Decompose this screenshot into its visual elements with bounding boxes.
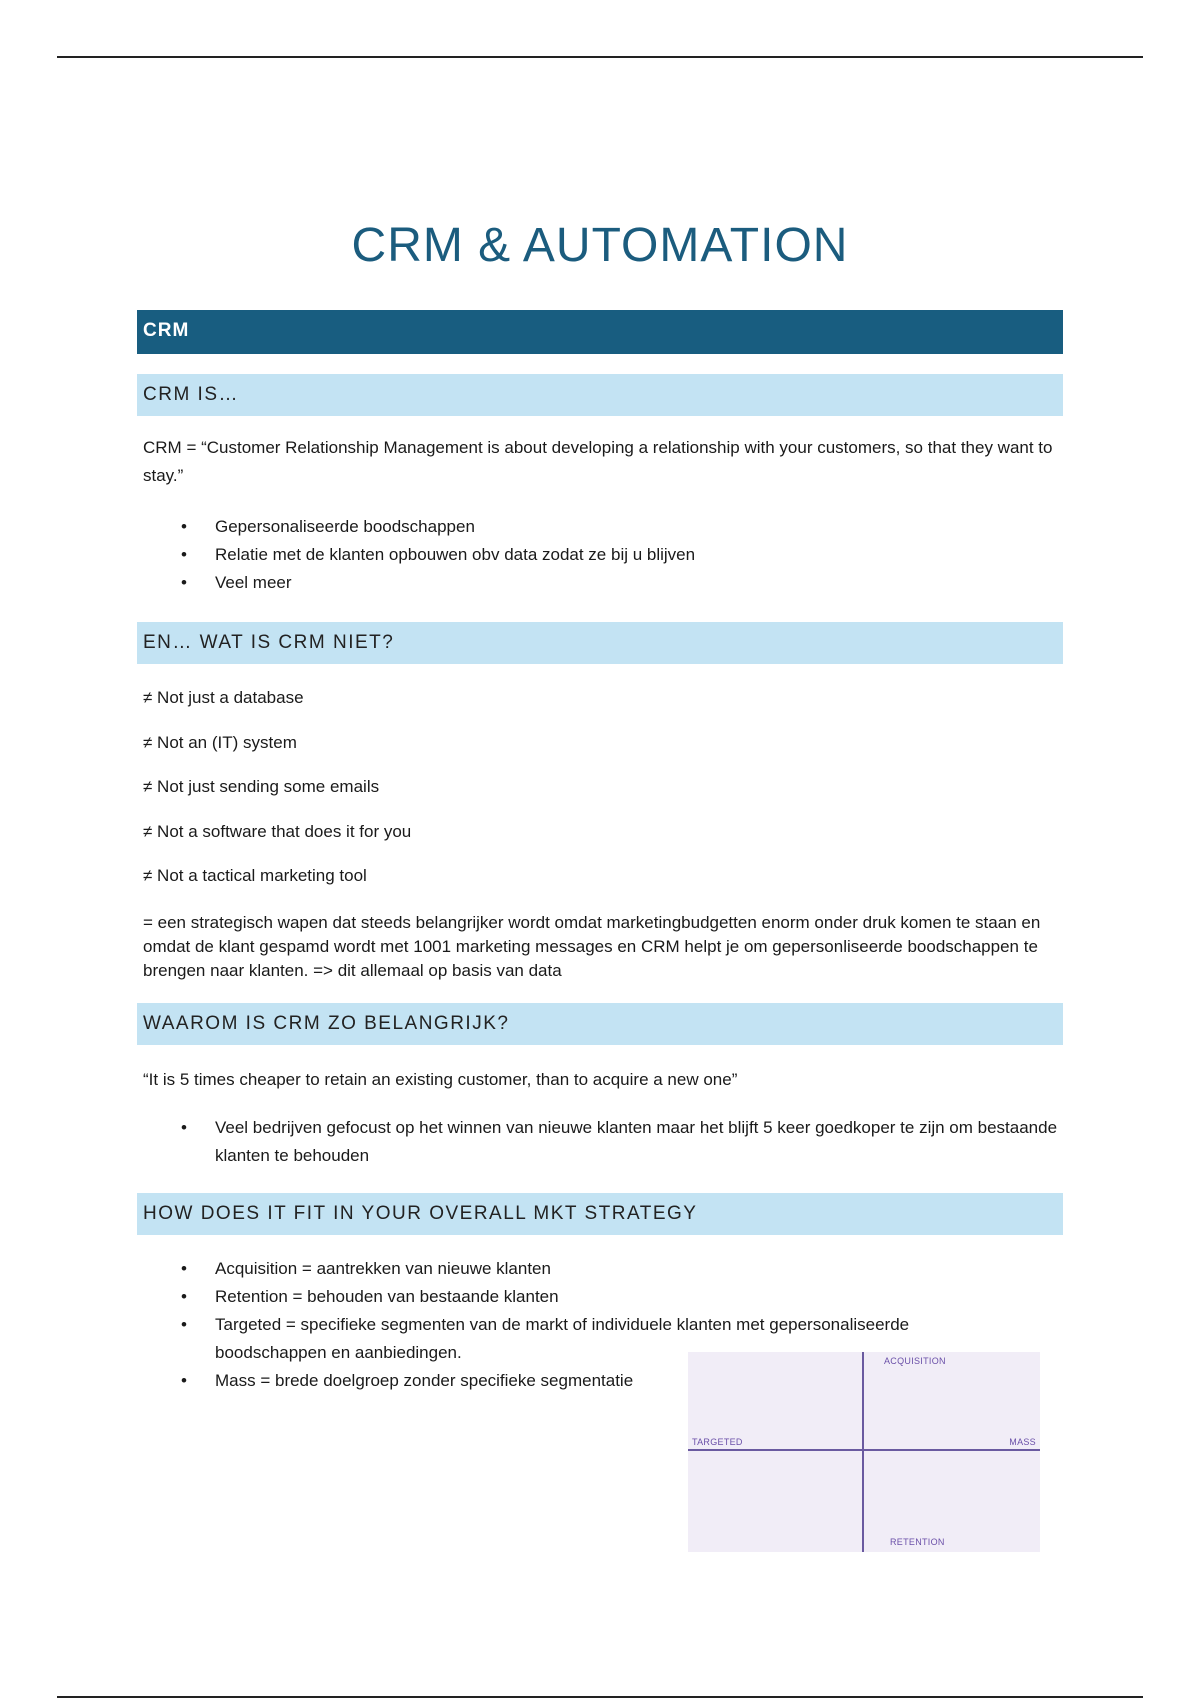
label-mass: MASS [1009,1437,1036,1447]
niet-item: ≠ Not just a database [143,688,304,707]
niet-item: ≠ Not a tactical marketing tool [143,866,367,885]
bullet-icon: • [181,1118,187,1137]
list-item: • Mass = brede doelgroep zonder specifieke segmentatie [143,1367,1063,1395]
bullet-icon: • [181,1315,187,1334]
page-title: CRM & AUTOMATION [351,219,849,272]
list-item: • Gepersonaliseerde boodschappen [143,513,1063,541]
belangrijk-quote: “It is 5 times cheaper to retain an existing customer, than to acquire a new one” [143,1070,738,1089]
crm-definition: CRM = “Customer Relationship Management is about developing a relationship with your customers, so that they want to stay.” [143,438,1053,485]
heading-strategy: HOW DOES IT FIT IN YOUR OVERALL MKT STRATEGY [137,1193,1063,1235]
heading-crm-niet: EN… WAT IS CRM NIET? [137,622,1063,664]
label-acquisition: ACQUISITION [884,1356,946,1366]
top-rule [57,56,1143,58]
bottom-rule [57,1696,1143,1698]
label-retention: RETENTION [890,1537,945,1547]
niet-conclusion: = een strategisch wapen dat steeds belangrijker wordt omdat marketingbudgetten enorm onder druk komen te staan en omdat de klant gespamd wordt met 1001 marketing messages en CRM helpt je om gepersonliseerde boodschappen te brengen naar klanten. => dit allemaal op basis van data [143,913,1041,980]
bullet-icon: • [181,1287,187,1306]
bullet-icon: • [181,573,187,592]
niet-item: ≠ Not an (IT) system [143,733,297,752]
bullet-icon: • [181,517,187,536]
list-item: • Retention = behouden van bestaande klanten [143,1283,1063,1311]
heading-crm-is: CRM IS… [137,374,1063,416]
heading-belangrijk: WAAROM IS CRM ZO BELANGRIJK? [137,1003,1063,1045]
section-header-crm: CRM [137,310,1063,354]
bullet-icon: • [181,1259,187,1278]
belangrijk-list [143,1114,1063,1170]
bullet-icon: • [181,1371,187,1390]
list-item: • Targeted = specifieke segmenten van de markt of individuele klanten met gepersonaliseerde boodschappen en aanbiedingen. [143,1311,1063,1367]
niet-item: ≠ Not a software that does it for you [143,822,412,841]
list-item: • Veel meer [143,569,1063,597]
crm-is-list [143,513,1063,597]
label-targeted: TARGETED [692,1437,743,1447]
bullet-icon: • [181,545,187,564]
horizontal-axis [688,1449,1040,1451]
list-item: • Veel bedrijven gefocust op het winnen van nieuwe klanten maar het blijft 5 keer goedkoper te zijn om bestaande klanten te behouden [143,1114,1063,1170]
vertical-axis [862,1352,864,1552]
list-item: • Relatie met de klanten opbouwen obv data zodat ze bij u blijven [143,541,1063,569]
niet-item: ≠ Not just sending some emails [143,777,380,796]
strategy-quadrant-diagram [688,1352,1040,1552]
list-item: • Acquisition = aantrekken van nieuwe klanten [143,1255,1063,1283]
